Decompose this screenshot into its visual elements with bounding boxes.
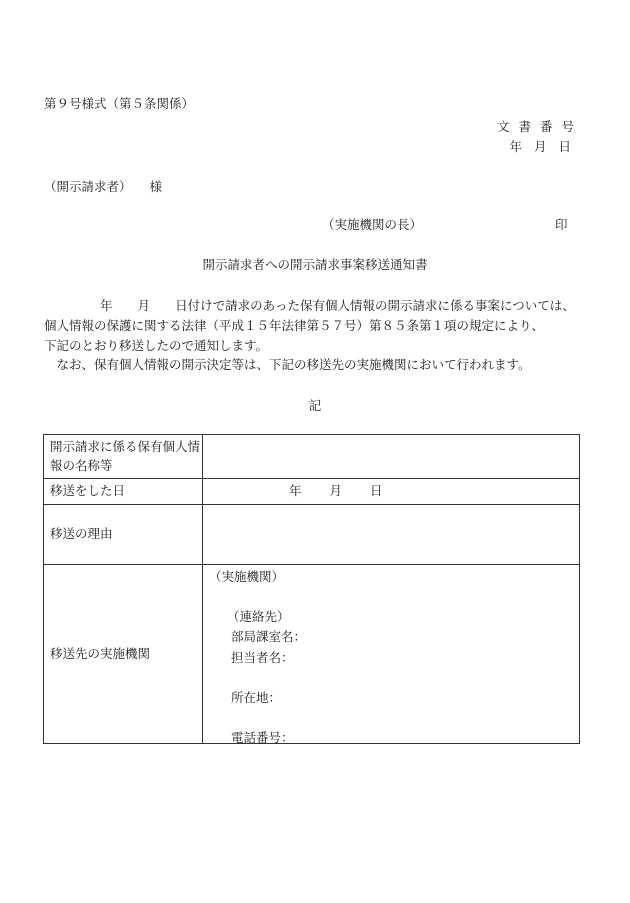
agency-field: （実施機関） [209,569,285,584]
phone-field: 電話番号： [231,730,294,745]
document-title: 開示請求者への開示請求事案移送通知書 [202,257,428,272]
agency-head-label: （実施機関の長） [322,217,423,232]
requester-line [44,181,162,194]
destination-agency-value[interactable] [203,565,580,744]
info-name-value[interactable] [203,435,580,479]
transfer-reason-value[interactable] [203,505,580,565]
body-line-1: 年 月 日付けで請求のあった保有個人情報の開示請求に係る事案については、 [100,298,575,313]
person-field: 担当者名： [231,650,294,665]
transfer-info-table [43,434,580,744]
body-line-3: 下記のとおり移送したので通知します。 [44,337,269,353]
requester-label: （開示請求者） [44,179,132,194]
honorific: 様 [149,179,163,194]
notice-body [44,296,604,375]
info-name-label: 開示請求に係る保有個人情報の名称等 [44,435,203,479]
ki-heading: 記 [308,398,322,413]
address-field: 所在地： [231,690,282,705]
contact-heading: （連絡先） [227,609,290,624]
table-row [44,435,580,479]
destination-agency-label: 移送先の実施機関 [44,565,203,744]
department-field: 部局課室名： [231,629,307,644]
table-row [44,505,580,565]
body-line-2: 個人情報の保護に関する法律（平成１５年法律第５７号）第８５条第１項の規定により、 [44,317,545,333]
transfer-date-label: 移送をした日 [44,479,203,505]
form-number: 第９号様式（第５条関係） [44,96,195,111]
document-number-label: 文書番号 [496,119,583,134]
date-label: 年月日 [509,139,583,154]
table-row [44,479,580,505]
table-row [44,565,580,744]
body-line-4: なお、保有個人情報の開示決定等は、下記の移送先の実施機関において行われます。 [44,357,531,373]
transfer-reason-label: 移送の理由 [44,505,203,565]
transfer-date-value[interactable]: 年 月 日 [203,479,580,505]
seal-mark: 印 [555,217,568,232]
